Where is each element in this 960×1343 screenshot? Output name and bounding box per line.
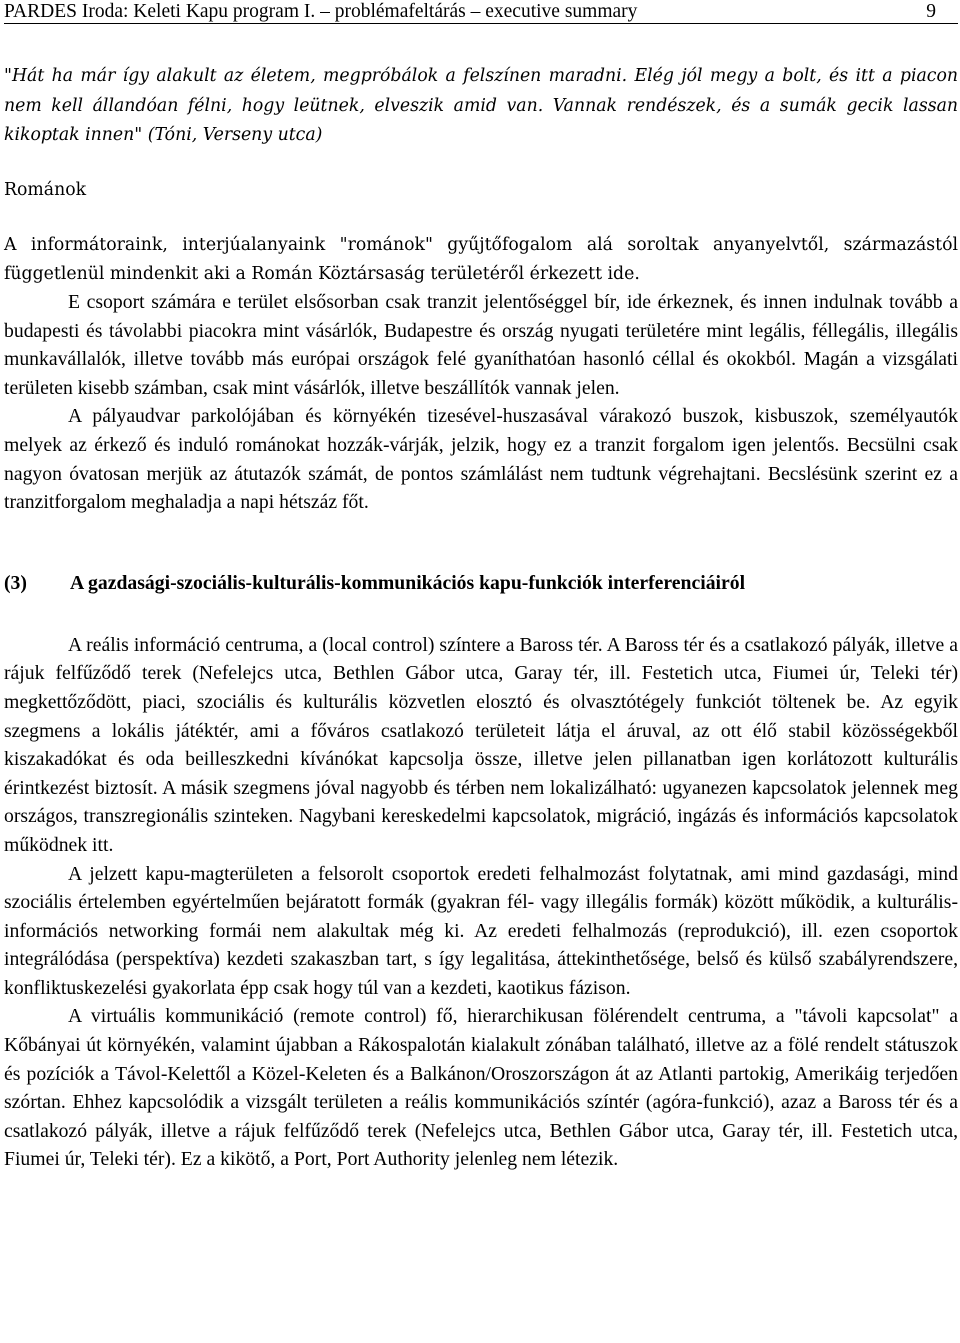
section-number: (3)	[4, 571, 27, 594]
interview-quote: "Hát ha már így alakult az életem, megpróbálok a felszínen maradni. Elég jól megy a bolt, és itt a piacon nem kell állandóan félni, hogy leütnek, elveszik amid van. Vannak rendészek, és a sumák gecik lassan kikoptak innen" (Tóni, Verseny utca)	[4, 66, 958, 145]
body-paragraph: E csoport számára e terület elsősorban csak tranzit jelentőséggel bír, ide érkeznek, és innen indulnak tovább a budapesti és távolabbi piacokra mint vásárlók, Budapestre és ország nyugati területére mint legális, féllegális, illegális munkavállalók, illetve tovább más európai országok felé gyaníthatóan hasonló céllal és okokból. Magán a vizsgálati területen kisebb számban, csak mint vásárlók, illetve beszállítók vannak jelen.	[4, 291, 958, 399]
page-header	[4, 0, 958, 24]
romanok-body	[4, 288, 958, 517]
romanok-intro-paragraph: A informátoraink, interjúalanyaink "románok" gyűjtőfogalom alá soroltak anyanyelvtől, származástól függetlenül mindenkit aki a Román Köztársaság területéről érkezett ide.	[4, 235, 958, 284]
document-page	[4, 0, 958, 1174]
interference-body	[4, 631, 958, 1174]
section-title-romanok: Románok	[4, 179, 87, 200]
section-heading-3	[4, 569, 958, 597]
page-number: 9	[926, 1, 936, 22]
body-paragraph: A jelzett kapu-magterületen a felsorolt csoportok eredeti felhalmozást folytatnak, ami mind gazdasági, mind szociális értelemben egyértelműen bejáratott formák (gyakran fél- vagy illegális formák) között működik, a kulturális-információs networking formái nem alakultak még ki. Az eredeti felhalmozás (reprodukció), ill. ezen csoportok integrálódása (perspektíva) kezdeti szakaszban tart, s így legalitása, áttekinthetősége, belső és külső szabályrendszere, konfliktuskezelési gyakorlata épp csak hogy túl van a kezdeti, kaotikus fázison.	[4, 862, 958, 999]
body-paragraph: A virtuális kommunikáció (remote control) fő, hierarchikusan fölérendelt centruma, a "távoli kapcsolat" a Kőbányai út környékén, valamint újabban a Rákospalotán kialakult zónában található, illetve az a fölé rendelt státuszok és pozíciók a Távol-Kelettől a Közel-Keleten és a Balkánon/Oroszországon át az Atlanti partokig, Amerikáig terjedően szórtan. Ehhez kapcsolódik a vizsgált területen a reális kommunikációs színtér (agóra-funkció), azaz a Baross tér és a csatlakozó pályák, illetve a rájuk felfűződő terek (Nefelejcs utca, Bethlen Gábor utca, Garay tér, ill. Festetich utca, Fiumei úr, Teleki tér). Ez a kikötő, a Port, Port Authority jelenleg nem létezik.	[4, 1005, 958, 1171]
body-paragraph: A reális információ centruma, a (local control) színtere a Baross tér. A Baross tér és a csatlakozó pályák, illetve a rájuk felfűződő terek (Nefelejcs utca, Bethlen Gábor utca, Garay tér, ill. Festetich utca, Fiumei úr, Teleki tér) megkettőződött, piaci, szociális és kulturális közvetlen elosztó és olvasztótégely funkciót töltenek be. Az egyik szegmens a lokális játéktér, ami a főváros csatlakozó területeit látja el áruval, az ott élő stabil közösségekből kiszakadókat és oda beilleszkedni kívánókat kapcsolja össze, illetve jelen pillanatban igen korlátozott kulturális érintkezést biztosít. A másik szegmens jóval nagyobb és térben nem lokalizálható: ugyanezen kapcsolatok jelennek meg országos, transzregionális szinteken. Nagybani kereskedelmi kapcsolatok, migráció, ingázás és információs kapcsolatok működnek itt.	[4, 633, 958, 856]
header-title: PARDES Iroda: Keleti Kapu program I. – problémafeltárás – executive summary	[4, 1, 638, 22]
body-paragraph: A pályaudvar parkolójában és környékén tizesével-huszasával várakozó buszok, kisbuszok, személyautók melyek az érkező és induló románokat hozzák-várják, jelzik, hogy ez a tranzit forgalom igen jelentős. Becsülni csak nagyon óvatosan merjük az átutazók számát, de pontos számlálást nem tudtunk végrehajtani. Becslésünk szerint ez a tranzitforgalom meghaladja a napi hétszáz főt.	[4, 405, 958, 514]
section-heading-title: A gazdasági-szociális-kulturális-kommunikációs kapu-funkciók interferenciáiról	[70, 571, 746, 594]
